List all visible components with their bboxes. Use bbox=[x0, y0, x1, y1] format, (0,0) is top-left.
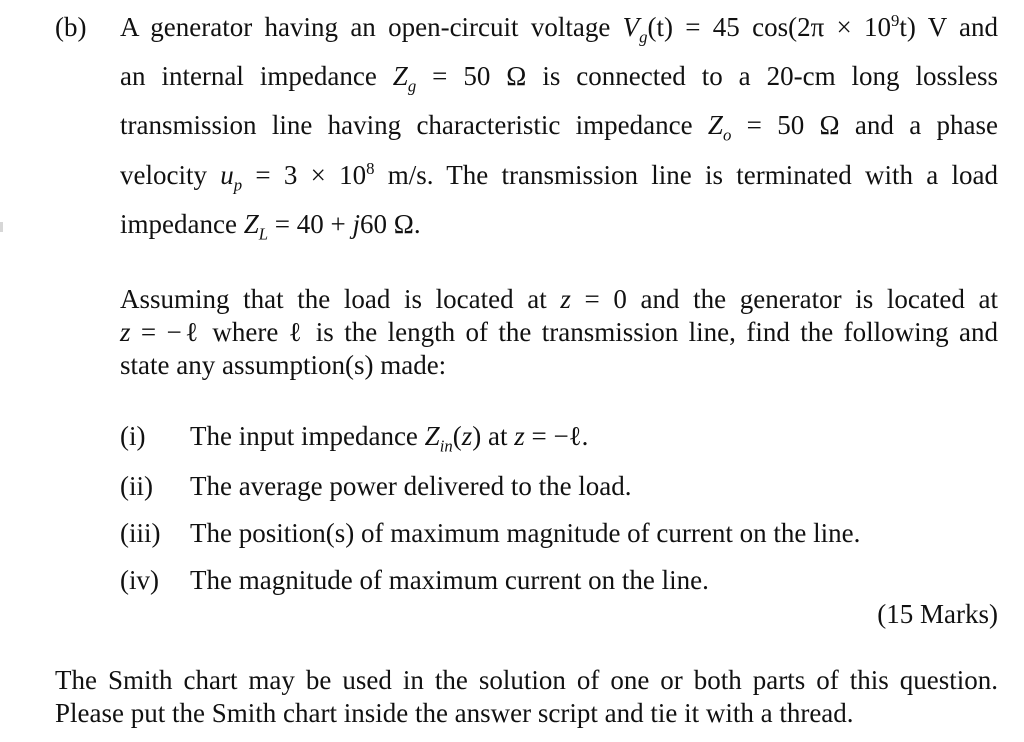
sub-question-4-text: The magnitude of maximum current on the line. bbox=[190, 565, 709, 595]
sub-question-2-label: (ii) bbox=[120, 471, 153, 501]
sub-question-1-label: (i) bbox=[120, 421, 146, 451]
paragraph-1-line-2: an internal impedance $Z_g = 50$ Ω is connected to a 20-cm long lossless bbox=[120, 61, 999, 96]
footer-note-line-1: The Smith chart may be used in the solution of one or both parts of this question. bbox=[55, 665, 998, 695]
sub-question-1-text: The input impedance $Z_{in}(z)$ at z = −ℓ. bbox=[190, 421, 589, 456]
paragraph-1-line-4: velocity $u_p = 3 \times 10^8$ m/s. The transmission line is terminated with a load bbox=[120, 159, 998, 195]
footer-note-line-2: Please put the Smith chart inside the answer script and tie it with a thread. bbox=[55, 698, 854, 728]
marks-label: (15 Marks) bbox=[877, 599, 998, 629]
paragraph-2-line-2: z = −ℓ where ℓ is the length of the transmission line, find the following and bbox=[120, 317, 998, 347]
left-margin-mark bbox=[0, 222, 3, 232]
paragraph-1-line-1: A generator having an open-circuit voltage $V_g(t) = 45$ $\cos(2\pi \times 10^9t)$ V and bbox=[120, 11, 998, 47]
question-part-label: (b) bbox=[55, 12, 87, 42]
sub-question-2-text: The average power delivered to the load. bbox=[190, 471, 632, 501]
paragraph-2-line-1: Assuming that the load is located at z = 0 and the generator is located at bbox=[120, 284, 998, 314]
sub-question-3-label: (iii) bbox=[120, 518, 161, 548]
paragraph-2-line-3: state any assumption(s) made: bbox=[120, 350, 447, 380]
paragraph-1-line-3: transmission line having characteristic impedance $Z_o = 50$ Ω and a phase bbox=[120, 110, 998, 145]
sub-question-4-label: (iv) bbox=[120, 565, 159, 595]
paragraph-1-line-5: impedance $Z_L = 40 + j60$ Ω. bbox=[120, 209, 421, 244]
sub-question-3-text: The position(s) of maximum magnitude of current on the line. bbox=[190, 518, 861, 548]
